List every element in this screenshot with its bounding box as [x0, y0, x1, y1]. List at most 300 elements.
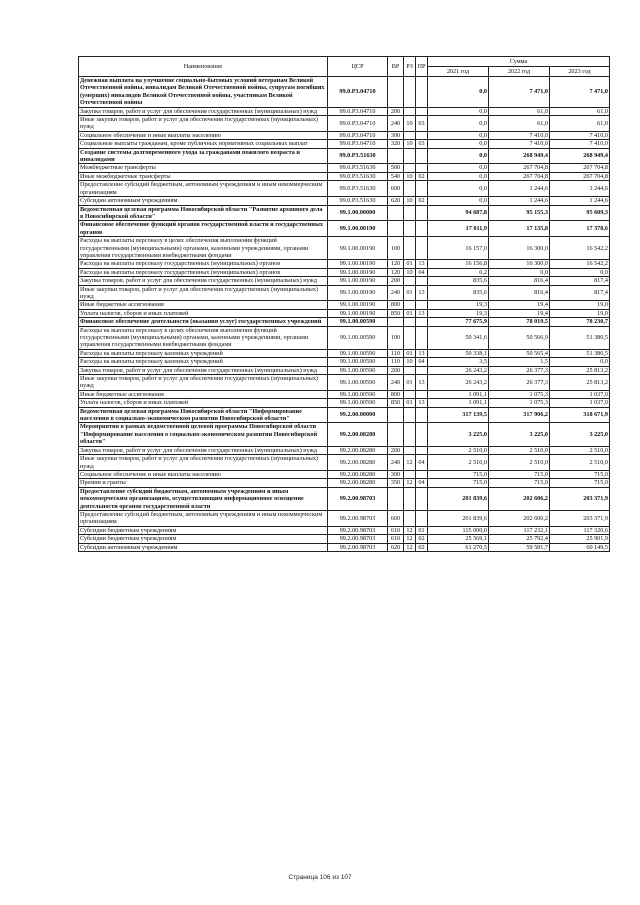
row-pr	[416, 407, 428, 423]
row-vr: 600	[388, 510, 404, 526]
row-sum-2021: 0,0	[428, 197, 489, 205]
row-sum-2021: 0,0	[428, 164, 489, 172]
row-sum-2021: 0,0	[428, 172, 489, 180]
row-csr: 99.1.00.00590	[328, 390, 388, 398]
row-sum-2021: 25 569,1	[428, 535, 489, 543]
header-vr: ВР	[388, 57, 404, 77]
row-sum-2022: 268 949,4	[489, 148, 550, 164]
row-sum-2021: 77 675,9	[428, 318, 489, 326]
row-name: Социальное обеспечение и иные выплаты населению	[79, 131, 328, 139]
row-pr: 03	[416, 140, 428, 148]
row-csr: 99.2.00.00000	[328, 407, 388, 423]
row-sum-2021: 715,0	[428, 479, 489, 487]
row-name: Финансовое обеспечение деятельности (оказания услуг) государственных учреждений	[79, 318, 328, 326]
row-pr: 13	[416, 309, 428, 317]
row-vr	[388, 221, 404, 237]
row-sum-2022: 7 410,0	[489, 140, 550, 148]
row-vr: 120	[388, 260, 404, 268]
row-vr: 100	[388, 237, 404, 260]
row-sum-2021: 0,0	[428, 131, 489, 139]
row-sum-2023: 25 813,2	[550, 375, 610, 391]
row-pr: 13	[416, 375, 428, 391]
table-row	[79, 260, 610, 268]
row-sum-2023: 51 380,5	[550, 349, 610, 357]
row-sum-2021: 3 225,0	[428, 423, 489, 446]
row-name: Социальное обеспечение и иные выплаты населению	[79, 470, 328, 478]
row-vr: 620	[388, 543, 404, 551]
table-row	[79, 148, 610, 164]
row-csr: 99.2.00.98703	[328, 487, 388, 510]
row-name: Создание системы долговременного ухода за гражданами пожилого возраста и инвалидами	[79, 148, 328, 164]
row-csr: 99.1.00.00190	[328, 285, 388, 301]
row-sum-2021: 3,5	[428, 358, 489, 366]
row-name: Уплата налогов, сборов и иных платежей	[79, 309, 328, 317]
row-vr: 800	[388, 390, 404, 398]
table-row	[79, 535, 610, 543]
row-rz	[404, 390, 416, 398]
row-sum-2023: 267 704,8	[550, 172, 610, 180]
row-name: Социальные выплаты гражданам, кроме публичных нормативных социальных выплат	[79, 140, 328, 148]
table-row	[79, 526, 610, 534]
row-sum-2023: 2 510,0	[550, 455, 610, 471]
row-name: Закупка товаров, работ и услуг для обеспечения государственных (муниципальных) нужд	[79, 366, 328, 374]
row-sum-2023: 715,0	[550, 470, 610, 478]
row-csr: 99.2.00.08280	[328, 423, 388, 446]
row-sum-2021: 317 139,5	[428, 407, 489, 423]
row-name: Субсидии бюджетным учреждениям	[79, 535, 328, 543]
row-name: Закупка товаров, работ и услуг для обеспечения государственных (муниципальных) нужд	[79, 277, 328, 285]
row-csr: 99.1.00.00590	[328, 326, 388, 349]
row-csr: 99.0.Р3.04710	[328, 116, 388, 132]
row-rz	[404, 423, 416, 446]
row-name: Расходы на выплаты персоналу казенных учреждений	[79, 349, 328, 357]
row-rz	[404, 77, 416, 108]
row-name: Иные межбюджетные трансферты	[79, 172, 328, 180]
row-pr: 04	[416, 479, 428, 487]
row-rz: 01	[404, 260, 416, 268]
row-rz	[404, 446, 416, 454]
row-rz: 01	[404, 309, 416, 317]
row-pr	[416, 423, 428, 446]
row-sum-2023: 203 371,9	[550, 510, 610, 526]
row-pr	[416, 77, 428, 108]
row-sum-2022: 59 581,7	[489, 543, 550, 551]
row-rz	[404, 301, 416, 309]
budget-sheet	[78, 56, 609, 552]
row-sum-2022: 816,4	[489, 277, 550, 285]
row-csr: 99.2.00.98703	[328, 526, 388, 534]
row-sum-2022: 78 019,5	[489, 318, 550, 326]
row-vr	[388, 77, 404, 108]
row-csr: 99.0.Р3.04710	[328, 107, 388, 115]
row-pr	[416, 277, 428, 285]
row-sum-2021: 0,0	[428, 148, 489, 164]
row-sum-2021: 0,0	[428, 181, 489, 197]
row-rz	[404, 487, 416, 510]
row-name: Премии и гранты	[79, 479, 328, 487]
row-vr: 110	[388, 358, 404, 366]
row-csr: 99.1.00.00590	[328, 349, 388, 357]
table-row	[79, 479, 610, 487]
row-sum-2022: 715,0	[489, 479, 550, 487]
row-csr: 99.0.Р3.51630	[328, 181, 388, 197]
row-sum-2023: 7 410,0	[550, 131, 610, 139]
row-rz: 10	[404, 268, 416, 276]
row-pr	[416, 181, 428, 197]
row-sum-2022: 1 244,6	[489, 181, 550, 197]
row-sum-2021: 16 157,0	[428, 237, 489, 260]
table-row	[79, 407, 610, 423]
row-pr: 03	[416, 116, 428, 132]
row-pr: 13	[416, 285, 428, 301]
row-sum-2023: 267 704,8	[550, 164, 610, 172]
row-sum-2023: 3 225,0	[550, 423, 610, 446]
row-pr	[416, 487, 428, 510]
row-csr: 99.0.Р3.04710	[328, 77, 388, 108]
row-sum-2023: 318 671,9	[550, 407, 610, 423]
row-sum-2022: 61,0	[489, 107, 550, 115]
row-name: Субсидии бюджетным учреждениям	[79, 526, 328, 534]
row-rz	[404, 107, 416, 115]
row-csr: 99.2.00.98703	[328, 510, 388, 526]
row-sum-2023: 0,0	[550, 268, 610, 276]
row-pr	[416, 237, 428, 260]
header-name: Наименование	[79, 57, 328, 77]
row-sum-2023: 7 410,0	[550, 140, 610, 148]
row-vr: 240	[388, 285, 404, 301]
row-sum-2023: 817,4	[550, 285, 610, 301]
table-row	[79, 77, 610, 108]
row-pr	[416, 164, 428, 172]
table-header	[79, 57, 610, 77]
row-pr	[416, 446, 428, 454]
row-rz: 10	[404, 116, 416, 132]
row-sum-2021: 0,0	[428, 107, 489, 115]
row-vr: 300	[388, 470, 404, 478]
row-vr: 110	[388, 349, 404, 357]
row-vr	[388, 318, 404, 326]
row-vr: 240	[388, 116, 404, 132]
row-rz: 10	[404, 172, 416, 180]
row-name: Финансовое обеспечение функций органов государственной власти и государственных органов	[79, 221, 328, 237]
row-csr: 99.1.00.00190	[328, 268, 388, 276]
row-pr	[416, 301, 428, 309]
row-pr	[416, 148, 428, 164]
row-pr: 13	[416, 260, 428, 268]
row-csr: 99.0.Р3.04710	[328, 131, 388, 139]
row-vr: 200	[388, 366, 404, 374]
table-row	[79, 399, 610, 407]
row-sum-2023: 17 378,6	[550, 221, 610, 237]
row-sum-2021: 26 243,2	[428, 375, 489, 391]
row-sum-2023: 25 901,9	[550, 535, 610, 543]
table-row	[79, 197, 610, 205]
row-vr	[388, 148, 404, 164]
row-vr: 800	[388, 301, 404, 309]
row-name: Ведомственная целевая программа Новосибирской области "Развитие архивного дела в Новосибирской области"	[79, 205, 328, 221]
row-sum-2022: 267 704,8	[489, 172, 550, 180]
row-rz: 01	[404, 399, 416, 407]
row-sum-2023: 51 380,5	[550, 326, 610, 349]
row-csr: 99.0.Р3.51630	[328, 164, 388, 172]
row-sum-2021: 715,0	[428, 470, 489, 478]
row-csr: 99.2.00.08280	[328, 455, 388, 471]
row-sum-2021: 19,3	[428, 301, 489, 309]
row-sum-2022: 95 155,3	[489, 205, 550, 221]
row-sum-2022: 0,0	[489, 268, 550, 276]
row-sum-2023: 7 471,0	[550, 77, 610, 108]
row-vr: 200	[388, 446, 404, 454]
row-vr	[388, 407, 404, 423]
row-pr	[416, 318, 428, 326]
row-csr: 99.1.00.00590	[328, 366, 388, 374]
table-row	[79, 326, 610, 349]
row-rz	[404, 131, 416, 139]
row-vr: 100	[388, 326, 404, 349]
table-row	[79, 164, 610, 172]
row-sum-2022: 7 410,0	[489, 131, 550, 139]
header-year-2021: 2021 год	[428, 67, 489, 77]
row-name: Уплата налогов, сборов и иных платежей	[79, 399, 328, 407]
row-csr: 99.2.00.98703	[328, 543, 388, 551]
row-sum-2021: 50 338,1	[428, 349, 489, 357]
row-pr: 01	[416, 526, 428, 534]
row-csr: 99.1.00.00190	[328, 301, 388, 309]
row-sum-2021: 19,3	[428, 309, 489, 317]
row-csr: 99.1.00.00190	[328, 277, 388, 285]
row-name: Субсидии автономным учреждениям	[79, 197, 328, 205]
table-row	[79, 543, 610, 551]
row-pr: 02	[416, 197, 428, 205]
budget-table	[78, 56, 610, 552]
header-csr: ЦСР	[328, 57, 388, 77]
row-rz	[404, 148, 416, 164]
row-sum-2022: 17 135,8	[489, 221, 550, 237]
row-rz: 10	[404, 358, 416, 366]
row-pr	[416, 366, 428, 374]
row-name: Денежная выплата на улучшение социально-бытовых условий ветеранам Великой Отечественной войны, инвалидам Великой Отечественной войны, супругам погибших (умерших) инвалидов Великой Отечественной войны, участникам Великой Отечественной войны	[79, 77, 328, 108]
row-sum-2023: 2 510,0	[550, 446, 610, 454]
table-row	[79, 140, 610, 148]
row-sum-2021: 0,2	[428, 268, 489, 276]
row-name: Субсидии автономным учреждениям	[79, 543, 328, 551]
row-vr: 610	[388, 526, 404, 534]
row-rz: 10	[404, 140, 416, 148]
row-rz: 12	[404, 535, 416, 543]
row-sum-2021: 17 011,9	[428, 221, 489, 237]
row-name: Ведомственная целевая программа Новосибирской области "Информирование населения в социально-экономическом развитии Новосибирской области"	[79, 407, 328, 423]
row-sum-2022: 1 244,6	[489, 197, 550, 205]
row-sum-2021: 2 510,0	[428, 446, 489, 454]
row-vr	[388, 487, 404, 510]
row-sum-2022: 7 471,0	[489, 77, 550, 108]
table-row	[79, 107, 610, 115]
row-sum-2023: 61,0	[550, 107, 610, 115]
row-sum-2023: 1 037,0	[550, 399, 610, 407]
row-name: Иные бюджетные ассигнования	[79, 390, 328, 398]
table-row	[79, 277, 610, 285]
row-sum-2022: 50 565,4	[489, 349, 550, 357]
row-sum-2023: 19,0	[550, 309, 610, 317]
row-sum-2021: 16 156,8	[428, 260, 489, 268]
table-row	[79, 446, 610, 454]
row-name: Расходы на выплаты персоналу государственных (муниципальных) органов	[79, 260, 328, 268]
row-pr	[416, 510, 428, 526]
row-sum-2021: 26 243,2	[428, 366, 489, 374]
row-sum-2022: 16 300,0	[489, 260, 550, 268]
row-sum-2022: 117 232,1	[489, 526, 550, 534]
row-sum-2021: 1 091,1	[428, 390, 489, 398]
row-pr	[416, 390, 428, 398]
table-row	[79, 205, 610, 221]
row-sum-2021: 61 270,5	[428, 543, 489, 551]
row-pr	[416, 470, 428, 478]
row-rz: 12	[404, 455, 416, 471]
row-sum-2022: 1 075,3	[489, 399, 550, 407]
row-sum-2021: 201 839,6	[428, 487, 489, 510]
row-sum-2023: 78 230,7	[550, 318, 610, 326]
row-csr: 99.2.00.08280	[328, 446, 388, 454]
row-sum-2023: 0,0	[550, 358, 610, 366]
row-sum-2022: 16 300,0	[489, 237, 550, 260]
row-sum-2021: 201 839,6	[428, 510, 489, 526]
row-pr: 02	[416, 535, 428, 543]
row-vr: 620	[388, 197, 404, 205]
row-name: Закупка товаров, работ и услуг для обеспечения государственных (муниципальных) нужд	[79, 107, 328, 115]
row-pr	[416, 131, 428, 139]
row-vr: 540	[388, 172, 404, 180]
row-sum-2022: 25 792,4	[489, 535, 550, 543]
row-rz: 01	[404, 349, 416, 357]
header-rz: РЗ	[404, 57, 416, 77]
table-row	[79, 358, 610, 366]
row-csr: 99.1.00.00590	[328, 375, 388, 391]
table-row	[79, 237, 610, 260]
row-pr: 13	[416, 399, 428, 407]
row-sum-2021: 0,0	[428, 77, 489, 108]
row-sum-2023: 817,4	[550, 277, 610, 285]
row-sum-2022: 50 566,9	[489, 326, 550, 349]
row-sum-2023: 1 244,6	[550, 181, 610, 197]
table-row	[79, 268, 610, 276]
row-sum-2022: 2 510,0	[489, 455, 550, 471]
row-rz	[404, 181, 416, 197]
row-sum-2022: 61,0	[489, 116, 550, 132]
row-sum-2022: 26 377,3	[489, 375, 550, 391]
row-sum-2023: 1 244,6	[550, 197, 610, 205]
row-sum-2022: 3 225,0	[489, 423, 550, 446]
table-body	[79, 77, 610, 552]
row-pr	[416, 326, 428, 349]
row-sum-2022: 816,4	[489, 285, 550, 301]
row-sum-2023: 268 949,4	[550, 148, 610, 164]
row-pr: 04	[416, 268, 428, 276]
row-name: Мероприятия в рамках ведомственной целевой программы Новосибирской области "Информирование населения о социально-экономическом развитии Новосибирской области"	[79, 423, 328, 446]
row-vr	[388, 205, 404, 221]
row-sum-2022: 2 510,0	[489, 446, 550, 454]
row-sum-2023: 203 371,9	[550, 487, 610, 510]
row-csr: 99.1.00.00190	[328, 237, 388, 260]
row-vr: 200	[388, 277, 404, 285]
row-csr: 99.2.00.98703	[328, 535, 388, 543]
header-year-2022: 2022 год	[489, 67, 550, 77]
row-pr: 04	[416, 358, 428, 366]
table-row	[79, 390, 610, 398]
row-name: Предоставление субсидий бюджетным, автономным учреждениям и иным некоммерческим организациям, осуществляющим информационное освещение деятельности органов государственной власти	[79, 487, 328, 510]
row-sum-2023: 95 609,3	[550, 205, 610, 221]
row-pr	[416, 107, 428, 115]
row-vr: 240	[388, 455, 404, 471]
row-csr: 99.1.00.00000	[328, 205, 388, 221]
table-row	[79, 309, 610, 317]
row-sum-2022: 317 906,2	[489, 407, 550, 423]
row-sum-2022: 1,5	[489, 358, 550, 366]
row-vr: 320	[388, 140, 404, 148]
row-vr: 300	[388, 131, 404, 139]
row-pr	[416, 205, 428, 221]
table-row	[79, 318, 610, 326]
row-sum-2021: 50 341,6	[428, 326, 489, 349]
row-sum-2021: 835,6	[428, 285, 489, 301]
table-row	[79, 221, 610, 237]
row-pr: 02	[416, 543, 428, 551]
header-sum: Сумма	[428, 57, 610, 67]
row-name: Предоставление субсидий бюджетным, автономным учреждениям и иным некоммерческим организациям	[79, 181, 328, 197]
row-sum-2021: 0,0	[428, 116, 489, 132]
row-sum-2023: 117 320,6	[550, 526, 610, 534]
table-row	[79, 455, 610, 471]
row-vr: 200	[388, 107, 404, 115]
row-name: Предоставление субсидий бюджетным, автономным учреждениям и иным некоммерческим организациям	[79, 510, 328, 526]
row-rz	[404, 237, 416, 260]
row-sum-2023: 16 542,2	[550, 260, 610, 268]
row-name: Иные закупки товаров, работ и услуг для обеспечения государственных (муниципальных) нужд	[79, 285, 328, 301]
table-row	[79, 349, 610, 357]
row-rz	[404, 221, 416, 237]
row-vr: 600	[388, 181, 404, 197]
row-csr: 99.2.00.08280	[328, 479, 388, 487]
row-sum-2023: 715,0	[550, 479, 610, 487]
row-csr: 99.1.00.00190	[328, 260, 388, 268]
row-sum-2021: 94 687,8	[428, 205, 489, 221]
header-year-2023: 2023 год	[550, 67, 610, 77]
row-name: Иные бюджетные ассигнования	[79, 301, 328, 309]
row-csr: 99.1.00.00590	[328, 399, 388, 407]
table-row	[79, 375, 610, 391]
row-name: Закупка товаров, работ и услуг для обеспечения государственных (муниципальных) нужд	[79, 446, 328, 454]
row-sum-2022: 715,0	[489, 470, 550, 478]
row-name: Межбюджетные трансферты	[79, 164, 328, 172]
row-sum-2021: 835,6	[428, 277, 489, 285]
row-rz: 01	[404, 285, 416, 301]
row-vr: 850	[388, 399, 404, 407]
row-pr: 13	[416, 349, 428, 357]
row-csr: 99.0.Р3.51630	[328, 172, 388, 180]
row-vr: 120	[388, 268, 404, 276]
row-pr: 04	[416, 455, 428, 471]
row-sum-2022: 1 075,3	[489, 390, 550, 398]
row-sum-2022: 267 704,8	[489, 164, 550, 172]
row-rz	[404, 366, 416, 374]
row-name: Расходы на выплаты персоналу казенных учреждений	[79, 358, 328, 366]
table-row	[79, 366, 610, 374]
row-sum-2021: 1 091,1	[428, 399, 489, 407]
row-csr: 99.1.00.00190	[328, 221, 388, 237]
table-row	[79, 487, 610, 510]
row-rz: 12	[404, 526, 416, 534]
row-sum-2023: 1 037,0	[550, 390, 610, 398]
row-rz	[404, 470, 416, 478]
